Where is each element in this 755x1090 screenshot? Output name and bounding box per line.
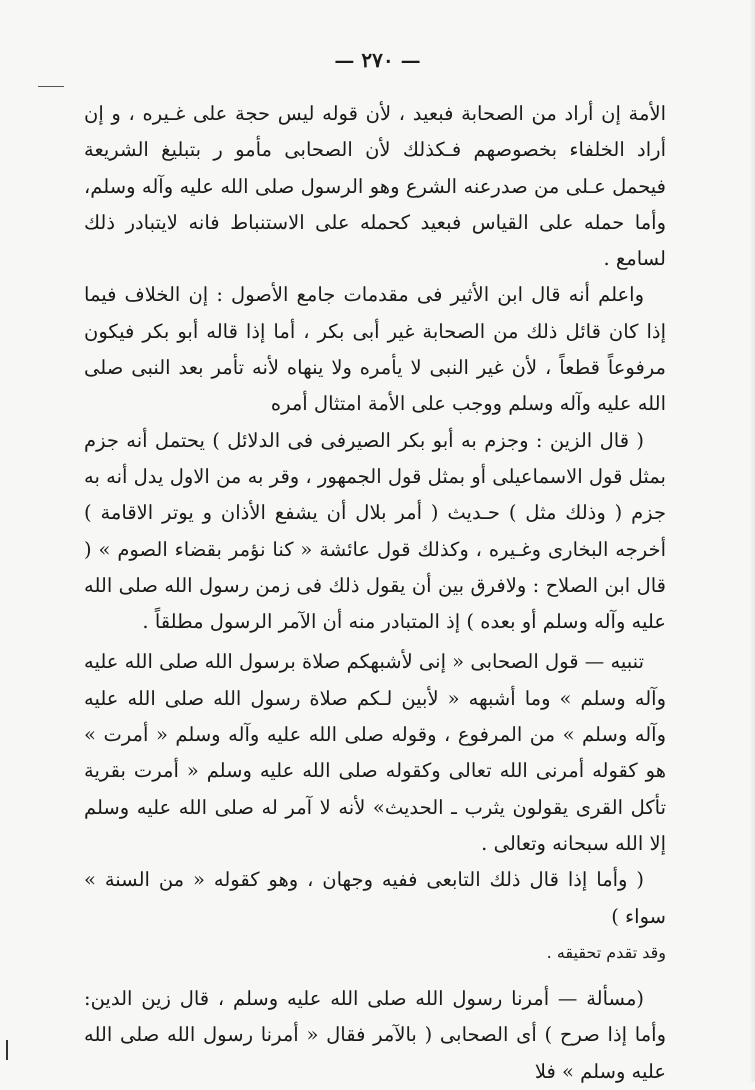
margin-mark bbox=[38, 86, 64, 87]
paragraph-2: واعلم أنه قال ابن الأثير فى مقدمات جامع الأصول : إن الخلاف فيما إذا كان قائل ذلك من الصحابة غير أبى بكر ، أما إذا قاله أبو بكر فيكون مرفوعاً قطعاً ، لأن غير النبى لا يأمره ولا ينهاه لأنه تأمر بعد النبى صلى الله عليه وآله وسلم ووجب على الأمة امتثال أمره bbox=[84, 283, 666, 416]
paragraph-7: (مسألة — أمرنا رسول الله صلى الله عليه وسلم ، قال زين الدين: وأما إذا صرح ) أى الصحابى ( بالآمر فقال « أمرنا رسول الله صلى الله عليه وسلم » فلا bbox=[84, 987, 666, 1083]
paragraph-3: ( قال الزين : وجزم به أبو بكر الصيرفى فى الدلائل ) يحتمل أنه جزم بمثل قول الاسماعيلى أو بمثل قول الجمهور ، وقر به من الاول يدل أنه به جزم ( وذلك مثل ) حـديث ( أمر بلال أن يشفع الأذان و يوتر الاقامة ) أخرجه البخارى وغـيره ، وكذلك قول عائشة « كنا نؤمر بقضاء الصوم » ( قال ابن الصلاح : ولافرق بين أن يقول ذلك فى زمن رسول الله صلى الله عليه وآله وسلم أو بعده ) إذ المتبادر منه أن الآمر الرسول مطلقاً . bbox=[84, 428, 666, 634]
paragraph-5: ( وأما إذا قال ذلك التابعى ففيه وجهان ، وهو كقوله « من السنة » سواء ) bbox=[84, 868, 666, 928]
page-number: — ٢٧٠ — bbox=[334, 48, 421, 72]
page-edge-shadow bbox=[749, 0, 755, 1082]
body-text bbox=[84, 96, 666, 1090]
paragraph-6: وقد تقدم تحقيقه . bbox=[546, 942, 666, 962]
paragraph-1: الأمة إن أراد من الصحابة فبعيد ، لأن قوله ليس حجة على غـيره ، و إن أراد الخلفاء بخصوصهم فـكذلك لأن الصحابى مأمو ر بتبليغ الشريعة فيحمل عـلى من صدرعنه الشرع وهو الرسول صلى الله عليه وآله وسلم، وأما حمله على القياس فبعيد كحمله على الاستنباط فانه لايتبادر ذلك لسامع . bbox=[84, 102, 666, 271]
paragraph-4: تنبيه — قول الصحابى « إنى لأشبهكم صلاة برسول الله صلى الله عليه وآله وسلم » وما أشبهه « لأبين لـكم صلاة رسول الله صلى الله عليه وآله وسلم » من المرفوع ، وقوله صلى الله عليه وآله وسلم « أمرت » هو كقوله أمرنى الله تعالى وكقوله صلى الله عليه وسلم « أمرت بقرية تأكل القرى يقولون يثرب ـ الحديث» لأنه لا آمر له صلى الله عليه وسلم إلا الله سبحانه وتعالى . bbox=[84, 650, 666, 855]
margin-speck bbox=[6, 1040, 8, 1060]
